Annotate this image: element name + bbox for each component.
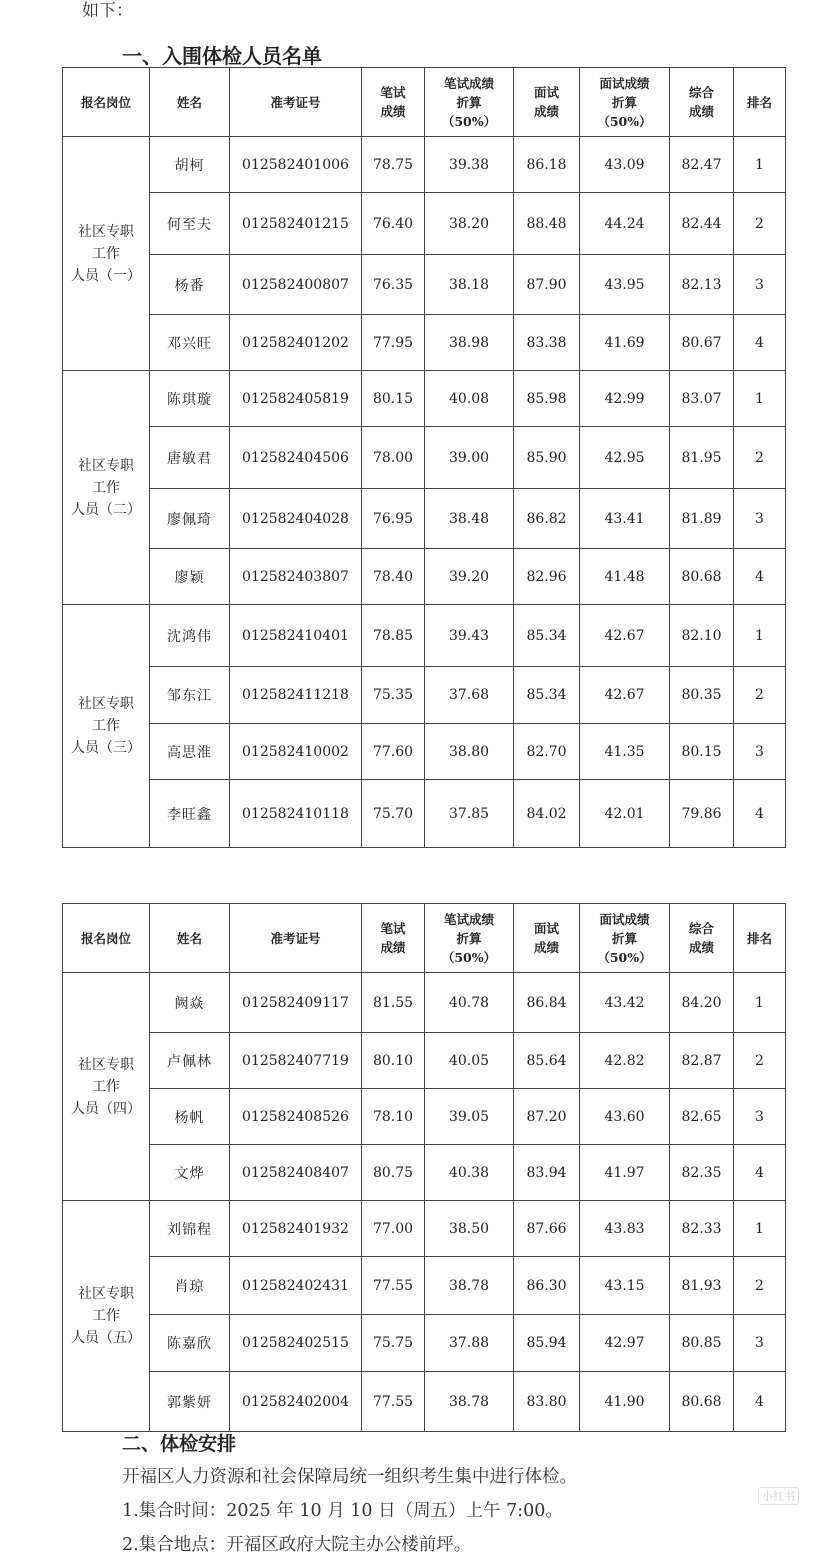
section1-title: 一、入围体检人员名单 <box>122 44 322 68</box>
interview-score-cell: 85.94 <box>514 1315 580 1372</box>
written-converted-cell: 39.43 <box>425 605 514 667</box>
exam-id-cell: 012582400807 <box>230 255 362 315</box>
rank-cell: 3 <box>734 1315 786 1372</box>
interview-score-cell: 84.02 <box>514 780 580 848</box>
table-row <box>63 1201 786 1257</box>
name-cell: 阙焱 <box>150 973 230 1033</box>
written-converted-cell: 39.38 <box>425 137 514 193</box>
total-score-cell: 82.47 <box>670 137 734 193</box>
interview-converted-cell: 42.95 <box>580 427 670 489</box>
interview-converted-cell: 41.90 <box>580 1372 670 1432</box>
interview-converted-cell: 43.83 <box>580 1201 670 1257</box>
written-converted-cell: 38.80 <box>425 724 514 780</box>
header-total-score: 综合 成绩 <box>670 904 734 973</box>
rank-cell: 1 <box>734 371 786 427</box>
total-score-cell: 80.68 <box>670 1372 734 1432</box>
interview-score-cell: 85.90 <box>514 427 580 489</box>
name-cell: 高思淮 <box>150 724 230 780</box>
name-cell: 胡柯 <box>150 137 230 193</box>
post-group-cell: 社区专职 工作 人员（三） <box>63 605 150 848</box>
header-written-converted: 笔试成绩 折算 （50%） <box>425 68 514 137</box>
name-cell: 卢佩林 <box>150 1033 230 1089</box>
section2-title: 二、体检安排 <box>122 1433 237 1455</box>
table-row <box>63 255 786 315</box>
written-converted-cell: 37.68 <box>425 667 514 724</box>
exam-id-cell: 012582401006 <box>230 137 362 193</box>
written-score-cell: 78.40 <box>362 549 425 605</box>
written-converted-cell: 38.48 <box>425 489 514 549</box>
table-row <box>63 724 786 780</box>
name-cell: 肖琼 <box>150 1257 230 1315</box>
interview-score-cell: 86.18 <box>514 137 580 193</box>
table-row <box>63 1372 786 1432</box>
total-score-cell: 81.93 <box>670 1257 734 1315</box>
written-score-cell: 78.00 <box>362 427 425 489</box>
exam-id-cell: 012582410002 <box>230 724 362 780</box>
exam-id-cell: 012582404028 <box>230 489 362 549</box>
interview-converted-cell: 42.99 <box>580 371 670 427</box>
interview-score-cell: 83.94 <box>514 1145 580 1201</box>
written-converted-cell: 39.20 <box>425 549 514 605</box>
header-row <box>63 904 786 973</box>
header-post: 报名岗位 <box>63 68 150 137</box>
total-score-cell: 80.85 <box>670 1315 734 1372</box>
written-converted-cell: 38.78 <box>425 1372 514 1432</box>
name-cell: 杨帆 <box>150 1089 230 1145</box>
written-score-cell: 78.75 <box>362 137 425 193</box>
interview-converted-cell: 41.35 <box>580 724 670 780</box>
interview-converted-cell: 43.41 <box>580 489 670 549</box>
rank-cell: 3 <box>734 724 786 780</box>
table-row <box>63 193 786 255</box>
candidate-table-2 <box>62 903 786 1432</box>
interview-score-cell: 87.20 <box>514 1089 580 1145</box>
total-score-cell: 83.07 <box>670 371 734 427</box>
written-score-cell: 75.75 <box>362 1315 425 1372</box>
interview-converted-cell: 43.09 <box>580 137 670 193</box>
name-cell: 何至夫 <box>150 193 230 255</box>
header-interview-converted: 面试成绩 折算 （50%） <box>580 904 670 973</box>
table-row <box>63 1033 786 1089</box>
total-score-cell: 81.95 <box>670 427 734 489</box>
interview-score-cell: 83.38 <box>514 315 580 371</box>
table-row <box>63 371 786 427</box>
rank-cell: 2 <box>734 427 786 489</box>
interview-converted-cell: 43.95 <box>580 255 670 315</box>
name-cell: 文烨 <box>150 1145 230 1201</box>
total-score-cell: 82.65 <box>670 1089 734 1145</box>
watermark-badge: 小红书 <box>758 1487 799 1505</box>
rank-cell: 3 <box>734 255 786 315</box>
written-score-cell: 77.00 <box>362 1201 425 1257</box>
exam-id-cell: 012582410401 <box>230 605 362 667</box>
table-row <box>63 549 786 605</box>
intro-text: 如下： <box>82 1 133 21</box>
header-name: 姓名 <box>150 68 230 137</box>
total-score-cell: 80.67 <box>670 315 734 371</box>
exam-id-cell: 012582408526 <box>230 1089 362 1145</box>
table-row <box>63 1315 786 1372</box>
paragraph-organize: 开福区人力资源和社会保障局统一组织考生集中进行体检。 <box>122 1467 577 1487</box>
table-row <box>63 489 786 549</box>
rank-cell: 1 <box>734 605 786 667</box>
name-cell: 廖颖 <box>150 549 230 605</box>
written-converted-cell: 40.05 <box>425 1033 514 1089</box>
interview-score-cell: 85.34 <box>514 605 580 667</box>
interview-converted-cell: 41.48 <box>580 549 670 605</box>
written-converted-cell: 38.20 <box>425 193 514 255</box>
exam-id-cell: 012582408407 <box>230 1145 362 1201</box>
paragraph-time: 1.集合时间：2025 年 10 月 10 日（周五）上午 7:00。 <box>122 1501 563 1521</box>
table-row <box>63 1145 786 1201</box>
written-score-cell: 77.55 <box>362 1257 425 1315</box>
exam-id-cell: 012582405819 <box>230 371 362 427</box>
name-cell: 李旺鑫 <box>150 780 230 848</box>
total-score-cell: 82.13 <box>670 255 734 315</box>
table-row <box>63 1089 786 1145</box>
name-cell: 沈鸿伟 <box>150 605 230 667</box>
header-rank: 排名 <box>734 904 786 973</box>
exam-id-cell: 012582402515 <box>230 1315 362 1372</box>
written-score-cell: 76.35 <box>362 255 425 315</box>
written-score-cell: 76.40 <box>362 193 425 255</box>
written-converted-cell: 40.08 <box>425 371 514 427</box>
written-score-cell: 75.35 <box>362 667 425 724</box>
written-converted-cell: 38.18 <box>425 255 514 315</box>
total-score-cell: 82.87 <box>670 1033 734 1089</box>
interview-score-cell: 85.98 <box>514 371 580 427</box>
table-row <box>63 605 786 667</box>
exam-id-cell: 012582411218 <box>230 667 362 724</box>
written-converted-cell: 38.78 <box>425 1257 514 1315</box>
interview-converted-cell: 42.01 <box>580 780 670 848</box>
post-group-cell: 社区专职 工作 人员（二） <box>63 371 150 605</box>
total-score-cell: 82.44 <box>670 193 734 255</box>
post-group-cell: 社区专职 工作 人员（五） <box>63 1201 150 1432</box>
interview-score-cell: 87.66 <box>514 1201 580 1257</box>
interview-score-cell: 88.48 <box>514 193 580 255</box>
header-exam-id: 准考证号 <box>230 68 362 137</box>
interview-converted-cell: 42.67 <box>580 605 670 667</box>
exam-id-cell: 012582410118 <box>230 780 362 848</box>
table-row <box>63 973 786 1033</box>
table-row <box>63 315 786 371</box>
header-interview-converted: 面试成绩 折算 （50%） <box>580 68 670 137</box>
interview-score-cell: 86.84 <box>514 973 580 1033</box>
post-group-cell: 社区专职 工作 人员（一） <box>63 137 150 371</box>
exam-id-cell: 012582401202 <box>230 315 362 371</box>
name-cell: 邹东江 <box>150 667 230 724</box>
header-interview-score: 面试 成绩 <box>514 68 580 137</box>
name-cell: 陈嘉欣 <box>150 1315 230 1372</box>
total-score-cell: 79.86 <box>670 780 734 848</box>
total-score-cell: 81.89 <box>670 489 734 549</box>
table-row <box>63 427 786 489</box>
written-converted-cell: 39.05 <box>425 1089 514 1145</box>
name-cell: 郭紫妍 <box>150 1372 230 1432</box>
written-score-cell: 81.55 <box>362 973 425 1033</box>
rank-cell: 4 <box>734 780 786 848</box>
written-score-cell: 77.95 <box>362 315 425 371</box>
exam-id-cell: 012582404506 <box>230 427 362 489</box>
header-post: 报名岗位 <box>63 904 150 973</box>
interview-score-cell: 82.70 <box>514 724 580 780</box>
interview-converted-cell: 43.15 <box>580 1257 670 1315</box>
rank-cell: 2 <box>734 193 786 255</box>
written-score-cell: 77.60 <box>362 724 425 780</box>
name-cell: 杨番 <box>150 255 230 315</box>
written-score-cell: 76.95 <box>362 489 425 549</box>
written-converted-cell: 40.78 <box>425 973 514 1033</box>
interview-score-cell: 86.30 <box>514 1257 580 1315</box>
total-score-cell: 82.33 <box>670 1201 734 1257</box>
interview-score-cell: 85.64 <box>514 1033 580 1089</box>
header-written-converted: 笔试成绩 折算 （50%） <box>425 904 514 973</box>
rank-cell: 4 <box>734 549 786 605</box>
rank-cell: 2 <box>734 1033 786 1089</box>
exam-id-cell: 012582409117 <box>230 973 362 1033</box>
header-interview-score: 面试 成绩 <box>514 904 580 973</box>
exam-id-cell: 012582403807 <box>230 549 362 605</box>
written-converted-cell: 38.98 <box>425 315 514 371</box>
header-exam-id: 准考证号 <box>230 904 362 973</box>
header-rank: 排名 <box>734 68 786 137</box>
rank-cell: 1 <box>734 973 786 1033</box>
written-score-cell: 80.15 <box>362 371 425 427</box>
interview-converted-cell: 41.97 <box>580 1145 670 1201</box>
rank-cell: 1 <box>734 137 786 193</box>
interview-score-cell: 82.96 <box>514 549 580 605</box>
interview-converted-cell: 43.42 <box>580 973 670 1033</box>
header-row <box>63 68 786 137</box>
written-score-cell: 78.85 <box>362 605 425 667</box>
total-score-cell: 80.68 <box>670 549 734 605</box>
written-converted-cell: 37.88 <box>425 1315 514 1372</box>
paragraph-location: 2.集合地点：开福区政府大院主办公楼前坪。 <box>122 1535 472 1555</box>
interview-converted-cell: 44.24 <box>580 193 670 255</box>
rank-cell: 3 <box>734 1089 786 1145</box>
total-score-cell: 82.35 <box>670 1145 734 1201</box>
exam-id-cell: 012582401215 <box>230 193 362 255</box>
table-row <box>63 667 786 724</box>
interview-converted-cell: 42.97 <box>580 1315 670 1372</box>
header-written-score: 笔试 成绩 <box>362 68 425 137</box>
name-cell: 刘锦程 <box>150 1201 230 1257</box>
rank-cell: 4 <box>734 1372 786 1432</box>
written-converted-cell: 37.85 <box>425 780 514 848</box>
table-row <box>63 137 786 193</box>
table-row <box>63 1257 786 1315</box>
interview-score-cell: 85.34 <box>514 667 580 724</box>
post-group-cell: 社区专职 工作 人员（四） <box>63 973 150 1201</box>
written-score-cell: 78.10 <box>362 1089 425 1145</box>
rank-cell: 2 <box>734 1257 786 1315</box>
rank-cell: 4 <box>734 1145 786 1201</box>
candidate-table-1 <box>62 67 786 848</box>
interview-converted-cell: 43.60 <box>580 1089 670 1145</box>
name-cell: 邓兴旺 <box>150 315 230 371</box>
rank-cell: 2 <box>734 667 786 724</box>
interview-converted-cell: 42.82 <box>580 1033 670 1089</box>
written-converted-cell: 40.38 <box>425 1145 514 1201</box>
written-score-cell: 75.70 <box>362 780 425 848</box>
total-score-cell: 82.10 <box>670 605 734 667</box>
interview-converted-cell: 41.69 <box>580 315 670 371</box>
written-score-cell: 80.10 <box>362 1033 425 1089</box>
header-total-score: 综合 成绩 <box>670 68 734 137</box>
total-score-cell: 80.15 <box>670 724 734 780</box>
exam-id-cell: 012582407719 <box>230 1033 362 1089</box>
interview-score-cell: 86.82 <box>514 489 580 549</box>
rank-cell: 4 <box>734 315 786 371</box>
exam-id-cell: 012582402004 <box>230 1372 362 1432</box>
header-written-score: 笔试 成绩 <box>362 904 425 973</box>
name-cell: 唐敏君 <box>150 427 230 489</box>
table-row <box>63 780 786 848</box>
interview-score-cell: 83.80 <box>514 1372 580 1432</box>
name-cell: 陈琪璇 <box>150 371 230 427</box>
interview-converted-cell: 42.67 <box>580 667 670 724</box>
header-name: 姓名 <box>150 904 230 973</box>
total-score-cell: 80.35 <box>670 667 734 724</box>
rank-cell: 1 <box>734 1201 786 1257</box>
written-converted-cell: 39.00 <box>425 427 514 489</box>
written-converted-cell: 38.50 <box>425 1201 514 1257</box>
written-score-cell: 77.55 <box>362 1372 425 1432</box>
rank-cell: 3 <box>734 489 786 549</box>
total-score-cell: 84.20 <box>670 973 734 1033</box>
exam-id-cell: 012582401932 <box>230 1201 362 1257</box>
name-cell: 廖佩琦 <box>150 489 230 549</box>
exam-id-cell: 012582402431 <box>230 1257 362 1315</box>
interview-score-cell: 87.90 <box>514 255 580 315</box>
written-score-cell: 80.75 <box>362 1145 425 1201</box>
